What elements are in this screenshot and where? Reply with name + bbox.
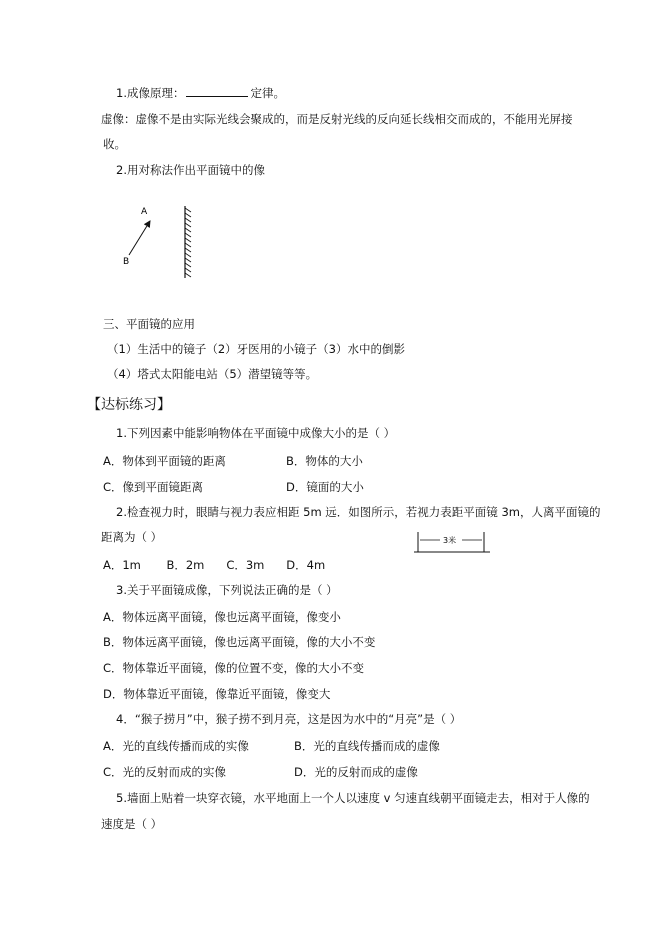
mirror-hatching — [185, 208, 191, 277]
q1-suffix: 定律。 — [250, 86, 285, 100]
arrow-ab — [129, 221, 150, 255]
practice-q4-option-b[interactable]: B．光的直线传播而成的虚像 — [294, 739, 440, 753]
practice-q5-stem-1: 5.墙面上贴着一块穿衣镜，水平地面上一个人以速度 v 匀速直线朝平面镜走去，相对于人像的 — [116, 791, 590, 805]
practice-q1-option-d[interactable]: D．镜面的大小 — [286, 480, 364, 494]
answer-blank[interactable] — [186, 85, 248, 97]
question-2: 2.用对称法作出平面镜中的像 — [116, 163, 265, 177]
practice-q4-stem: 4．“猴子捞月”中，猴子捞不到月亮，这是因为水中的“月亮”是（ ） — [116, 712, 462, 726]
eye-chart-figure — [412, 530, 492, 556]
practice-q1-option-a[interactable]: A．物体到平面镜的距离 — [103, 454, 226, 468]
practice-q4-option-d[interactable]: D．光的反射而成的虚像 — [294, 765, 418, 779]
practice-q5-stem-2: 速度是（ ） — [101, 817, 163, 831]
practice-q1-option-b[interactable]: B．物体的大小 — [286, 454, 363, 468]
practice-q3-option-b[interactable]: B．物体远离平面镜，像也远离平面镜，像的大小不变 — [103, 635, 376, 649]
practice-q3-option-a[interactable]: A．物体远离平面镜，像也远离平面镜，像变小 — [103, 610, 341, 624]
practice-q2-stem-2: 距离为（ ） — [101, 530, 163, 544]
practice-q2-options[interactable]: A．1m B．2m C．3m D．4m — [103, 558, 326, 572]
figure-distance-label: 3米 — [443, 536, 457, 545]
application-heading: 三、平面镜的应用 — [103, 317, 195, 331]
practice-heading: 【达标练习】 — [87, 397, 171, 413]
application-line-1: （1）生活中的镜子（2）牙医用的小镜子（3）水中的倒影 — [107, 342, 405, 356]
practice-q3-stem: 3.关于平面镜成像，下列说法正确的是（ ） — [116, 583, 338, 597]
application-line-2: （4）塔式太阳能电站（5）潜望镜等等。 — [107, 367, 318, 381]
practice-q3-option-d[interactable]: D．物体靠近平面镜，像靠近平面镜，像变大 — [103, 687, 331, 701]
practice-q3-option-c[interactable]: C．物体靠近平面镜，像的位置不变，像的大小不变 — [103, 661, 365, 675]
practice-q1-option-c[interactable]: C．像到平面镜距离 — [103, 480, 204, 494]
virtual-image-line-2: 收。 — [103, 137, 126, 151]
practice-q2-stem-1: 2.检查视力时，眼睛与视力表应相距 5m 远．如图所示，若视力表距平面镜 3m，人离平面镜的 — [116, 505, 601, 519]
point-a-label: A — [141, 207, 148, 217]
q1-prefix: 1.成像原理： — [116, 86, 185, 100]
practice-q4-option-a[interactable]: A．光的直线传播而成的实像 — [103, 739, 249, 753]
practice-q1-stem: 1.下列因素中能影响物体在平面镜中成像大小的是（ ） — [116, 426, 396, 440]
question-1 — [116, 85, 285, 101]
virtual-image-line-1: 虚像：虚像不是由实际光线会聚成的，而是反射光线的反向延长线相交而成的，不能用光屏接 — [101, 112, 573, 126]
mirror-diagram — [115, 198, 205, 283]
practice-q4-option-c[interactable]: C．光的反射而成的实像 — [103, 765, 227, 779]
point-b-label: B — [123, 257, 130, 267]
